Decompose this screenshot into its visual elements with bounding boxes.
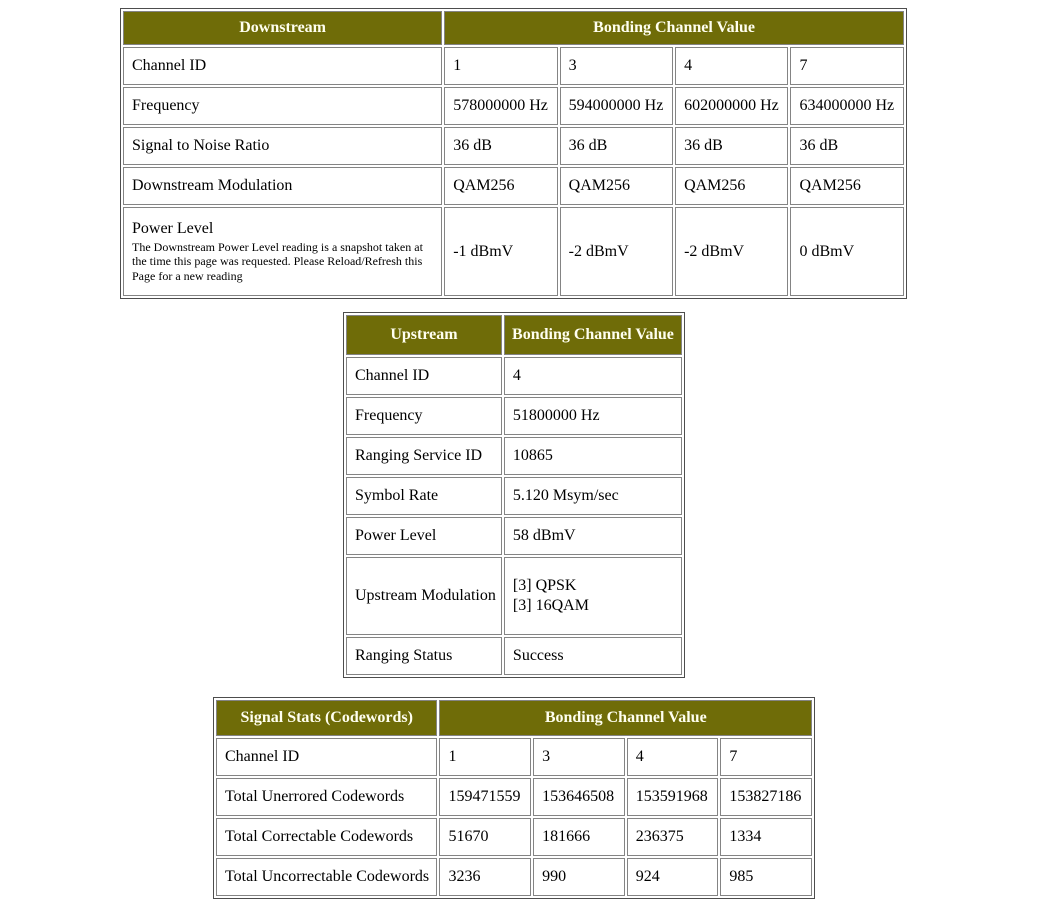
row-label: Power Level <box>132 220 214 237</box>
cell-value: 578000000 Hz <box>444 87 557 125</box>
signal-stats-header-row <box>216 700 812 736</box>
table-row <box>123 127 904 165</box>
row-label: Channel ID <box>216 738 437 776</box>
cell-value: 236375 <box>627 818 719 856</box>
cell-value: 159471559 <box>439 778 531 816</box>
cell-value: 990 <box>533 858 625 896</box>
table-row <box>346 397 682 435</box>
table-row <box>123 87 904 125</box>
table-row <box>346 637 682 675</box>
table-row <box>123 167 904 205</box>
cell-value: 602000000 Hz <box>675 87 788 125</box>
cell-value: 924 <box>627 858 719 896</box>
row-label: Frequency <box>123 87 442 125</box>
modulation-line: [3] QPSK <box>512 577 577 595</box>
power-level-note: The Downstream Power Level reading is a snapshot taken at the time this page was requested. Please Reload/Refresh this Page for a new reading <box>132 240 423 283</box>
cell-value: 58 dBmV <box>504 517 682 555</box>
cell-value: QAM256 <box>444 167 557 205</box>
table-row <box>346 557 682 635</box>
row-label: Upstream Modulation <box>346 557 502 635</box>
downstream-header: Downstream <box>123 11 442 45</box>
cell-value: 5.120 Msym/sec <box>504 477 682 515</box>
row-label: Signal to Noise Ratio <box>123 127 442 165</box>
cell-value: 36 dB <box>560 127 673 165</box>
row-label: Channel ID <box>346 357 502 395</box>
row-label: Total Uncorrectable Codewords <box>216 858 437 896</box>
cell-value: Success <box>504 637 682 675</box>
cell-value: 36 dB <box>675 127 788 165</box>
table-row <box>346 357 682 395</box>
cell-value: 7 <box>790 47 904 85</box>
upstream-header: Upstream <box>346 315 502 355</box>
cell-value: 36 dB <box>790 127 904 165</box>
row-label: Downstream Modulation <box>123 167 442 205</box>
table-row <box>346 437 682 475</box>
cell-value: 1 <box>444 47 557 85</box>
cell-value: 51800000 Hz <box>504 397 682 435</box>
downstream-header-row <box>123 11 904 45</box>
row-label: Ranging Service ID <box>346 437 502 475</box>
cell-value: 4 <box>675 47 788 85</box>
upstream-header-row <box>346 315 682 355</box>
cell-value: 153646508 <box>533 778 625 816</box>
cell-value: -2 dBmV <box>675 207 788 296</box>
signal-stats-header: Signal Stats (Codewords) <box>216 700 437 736</box>
cell-value <box>504 557 682 635</box>
modem-status-page <box>0 8 1041 899</box>
row-label: Total Unerrored Codewords <box>216 778 437 816</box>
cell-value: 985 <box>720 858 812 896</box>
table-row <box>216 738 812 776</box>
signal-stats-table <box>213 697 815 899</box>
cell-value: 0 dBmV <box>790 207 904 296</box>
cell-value: 1 <box>439 738 531 776</box>
cell-value: 153827186 <box>720 778 812 816</box>
upstream-bonding-channel-value-header: Bonding Channel Value <box>504 315 682 355</box>
upstream-table <box>343 312 685 678</box>
table-row <box>123 207 904 296</box>
modulation-line: [3] 16QAM <box>512 597 589 615</box>
cell-value: 36 dB <box>444 127 557 165</box>
downstream-table <box>120 8 907 299</box>
cell-value: QAM256 <box>790 167 904 205</box>
row-label: Frequency <box>346 397 502 435</box>
cell-value: 181666 <box>533 818 625 856</box>
row-label: Symbol Rate <box>346 477 502 515</box>
row-label: Channel ID <box>123 47 442 85</box>
cell-value: 594000000 Hz <box>560 87 673 125</box>
table-row <box>346 517 682 555</box>
cell-value: 7 <box>720 738 812 776</box>
cell-value: QAM256 <box>675 167 788 205</box>
table-row <box>216 818 812 856</box>
cell-value: 4 <box>504 357 682 395</box>
table-row <box>216 858 812 896</box>
row-label: Power Level <box>346 517 502 555</box>
cell-value: QAM256 <box>560 167 673 205</box>
row-label-cell <box>123 207 442 296</box>
cell-value: 4 <box>627 738 719 776</box>
signal-stats-bonding-channel-value-header: Bonding Channel Value <box>439 700 812 736</box>
cell-value: 10865 <box>504 437 682 475</box>
cell-value: 1334 <box>720 818 812 856</box>
row-label: Total Correctable Codewords <box>216 818 437 856</box>
row-label: Ranging Status <box>346 637 502 675</box>
table-row <box>123 47 904 85</box>
cell-value: 3 <box>533 738 625 776</box>
downstream-bonding-channel-value-header: Bonding Channel Value <box>444 11 904 45</box>
table-row <box>346 477 682 515</box>
cell-value: -1 dBmV <box>444 207 557 296</box>
cell-value: -2 dBmV <box>560 207 673 296</box>
cell-value: 51670 <box>439 818 531 856</box>
cell-value: 634000000 Hz <box>790 87 904 125</box>
cell-value: 153591968 <box>627 778 719 816</box>
cell-value: 3236 <box>439 858 531 896</box>
table-row <box>216 778 812 816</box>
cell-value: 3 <box>560 47 673 85</box>
